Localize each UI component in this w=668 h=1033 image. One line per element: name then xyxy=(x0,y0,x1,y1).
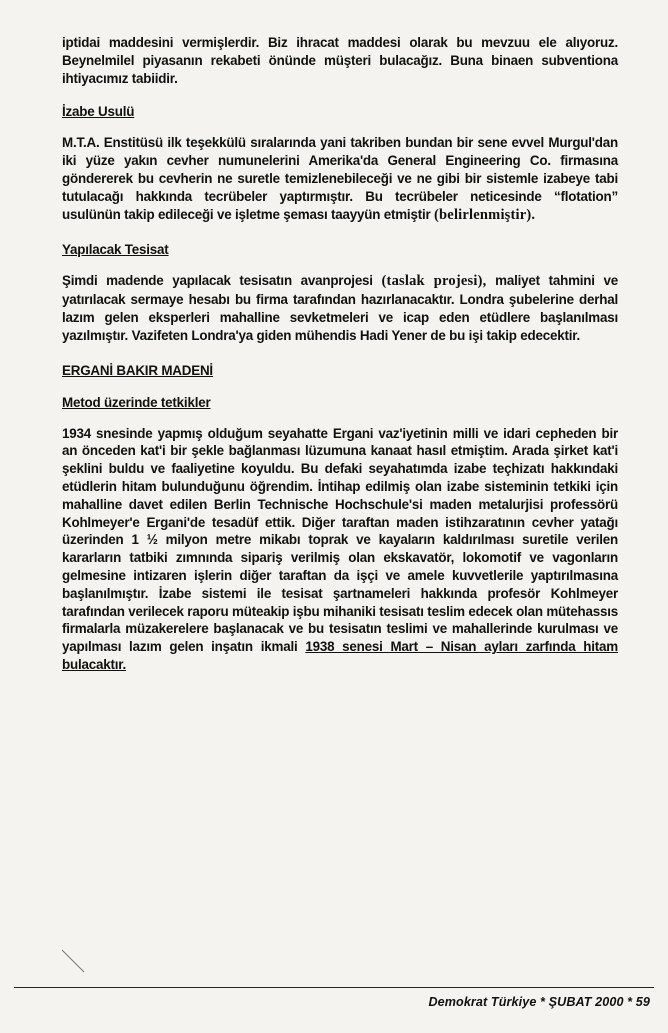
paragraph-ergani xyxy=(62,425,618,674)
annotation-belirlenmistir: (belirlenmiştir). xyxy=(434,206,536,223)
footer-rule xyxy=(14,987,654,988)
paragraph-tesisat-text-2: maliyet tahmini ve yatırılacak sermaye hesabı bu firma tarafından hazırlanacaktır. Londra şubelerine derhal lazım gelen eksperleri mahalline sevketmeleri ve icap eden etüdlere başlanılması yazılmıştır. Vazifeten Londra'ya giden mühendis Hadi Yener de bu işi takip edecektir. xyxy=(62,273,618,343)
paragraph-izabe xyxy=(62,134,618,224)
annotation-taslak-projesi: (taslak projesi), xyxy=(381,273,487,290)
heading-metod-tetkikler: Metod üzerinde tetkikler xyxy=(62,394,211,410)
scan-mark-icon xyxy=(60,948,86,974)
paragraph-izabe-text: M.T.A. Enstitüsü ilk teşekkülü sıralarında yani takriben bundan bir sene evvel Murgul'dan iki yüze yakın cevher numunelerini Amerika'da General Engineering Co. firmasına göndererek bu cevherin ne suretle temizlenebileceği ve ne gibi bir sistemle izabeye tabi tutulacağı hakkında tecrübeler yaptırmıştır. Bu tecrübeler neticesinde “flotation” usulünün takip edileceği ve işletme şeması taayyün etmiştir xyxy=(62,135,618,222)
heading-ergani-bakir-madeni: ERGANİ BAKIR MADENİ xyxy=(62,362,213,378)
underlined-deadline: 1938 senesi Mart – Nisan ayları zarfında hitam bulacaktır. xyxy=(62,639,618,672)
heading-izabe-usulu: İzabe Usulü xyxy=(62,104,135,120)
paragraph-ergani-text: 1934 snesinde yapmış olduğum seyahatte Ergani vaz'iyetinin milli ve idari cepheden bir an önceden kat'i bir şekle bağlanması lüzumuna kanaat hasıl etmiştim. Arada şirket kat'i şeklini buldu ve faaliyetine koyuldu. Bu defaki seyahatımda izabe teçhizatı hakkındaki etüdlerin hitam bulunduğunu öğrendim. İntihap edilmiş olan izabe sisteminin tetkiki için mahalline davet edilen Berlin Technische Hochschule'si maden metalurjisi professörü Kohlmeyer'e Ergani'de tesadüf ettik. Diğer taraftan maden istihzaratının cevher yatağı üzerinden 1 ½ milyon metre mikabı toprak ve kayaların kaldırılması suretile verilen kararların tatbiki zımnında sipariş verilmiş olan ekskavatör, lokomotif ve vagonların gelmesine intizaren işlerin diğer taraftan da işçi ve amele kuvvetlerile yaptırılmasına başlanılmıştır. İzabe sistemi ile tesisat şartnameleri hakkında profesör Kohlmeyer tarafından verilecek raporu müteakip işbu mihaniki tesisatı teslim edecek olan mütehassıs firmalarla müzakerelere başlanacak ve bu tesisatın teslimi ve mahallerinde kurulması ve yapılması lazım gelen inşatın ikmali xyxy=(62,425,618,655)
footer-text: Demokrat Türkiye * ŞUBAT 2000 * 59 xyxy=(428,995,650,1009)
paragraph-tesisat xyxy=(62,272,618,344)
heading-yapilacak-tesisat: Yapılacak Tesisat xyxy=(62,242,169,258)
paragraph-tesisat-text-1: Şimdi madende yapılacak tesisatın avanprojesi xyxy=(62,273,382,289)
paragraph-intro: iptidai maddesini vermişlerdir. Biz ihracat maddesi olarak bu mevzuu ele alıyoruz. Beynelmilel piyasanın rekabeti önünde müşteri bulacağız. Buna binaen subventiona ihtiyacımız tabiidir. xyxy=(62,35,618,86)
